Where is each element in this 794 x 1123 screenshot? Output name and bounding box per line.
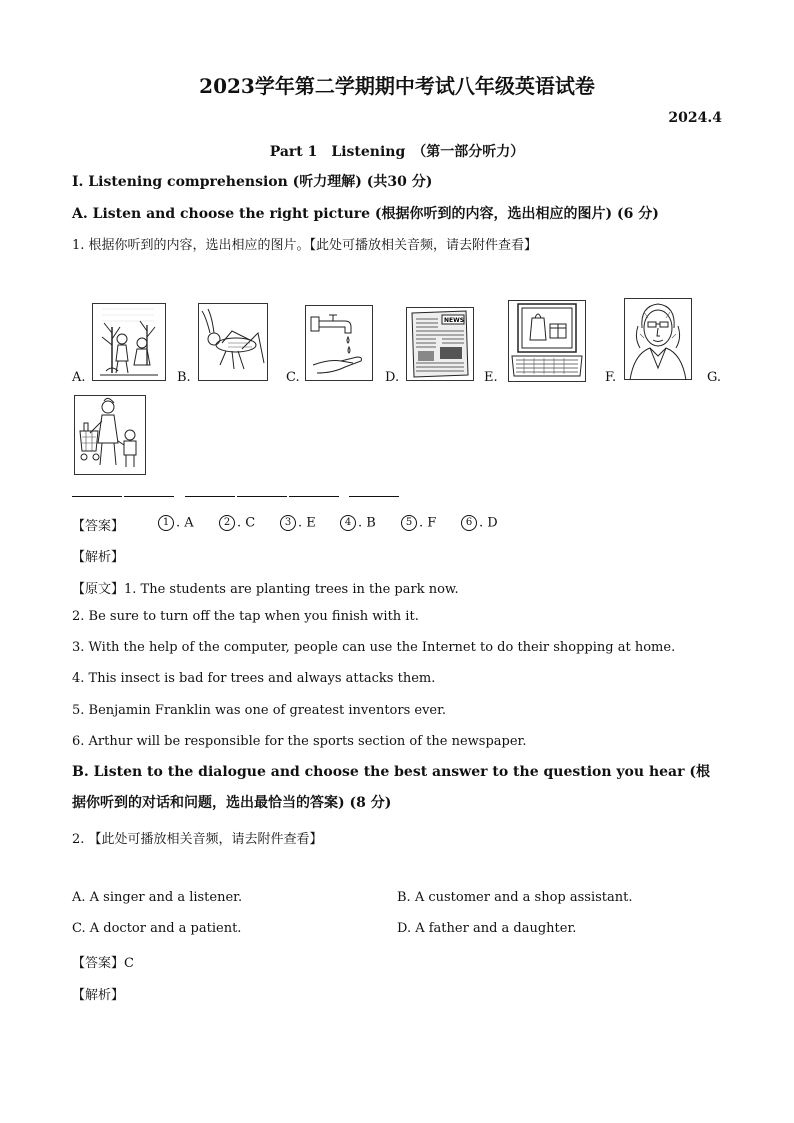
water-tap-hand-icon: [305, 305, 373, 381]
answer-value: . D: [479, 515, 498, 531]
answer-value: . F: [419, 515, 437, 531]
analysis-label: 【解析】: [72, 550, 125, 565]
circled-number: 6: [461, 515, 477, 531]
answer-item: [340, 515, 376, 531]
answer-item: [219, 515, 255, 531]
section-heading-A: A. Listen and choose the right picture (根据你听到的内容，选出相应的图片) (6 分): [72, 206, 659, 222]
answer-blank-3[interactable]: [185, 496, 235, 497]
option-letter-e: E.: [484, 370, 498, 385]
q2-option-c[interactable]: C. A doctor and a patient.: [72, 921, 242, 936]
circled-number: 2: [219, 515, 235, 531]
part-heading: Part 1 Listening （第一部分听力）: [269, 144, 525, 160]
q2-option-d[interactable]: D. A father and a daughter.: [397, 921, 577, 936]
answer-label: 【答案】: [72, 519, 125, 534]
answer-blank-6[interactable]: [349, 496, 399, 497]
answer-value: . E: [298, 515, 316, 531]
transcript-line-1: 【原文】1. The students are planting trees in the park now.: [72, 582, 459, 597]
mother-shopping-cart-icon: [74, 395, 146, 475]
benjamin-franklin-portrait-icon: [624, 298, 692, 380]
exam-date: 2024.4: [668, 110, 722, 126]
question-2-prompt: 2. 【此处可播放相关音频，请去附件查看】: [72, 832, 323, 847]
children-planting-trees-icon: [92, 303, 166, 381]
answer-item: [461, 515, 498, 531]
circled-number: 4: [340, 515, 356, 531]
answer-blank-1[interactable]: [72, 496, 122, 497]
analysis-2-label: 【解析】: [72, 988, 125, 1003]
option-letter-f: F.: [605, 370, 617, 385]
answer-blank-4[interactable]: [237, 496, 287, 497]
section-heading-I: I. Listening comprehension (听力理解) (共30 分): [72, 174, 433, 190]
answer-item: [280, 515, 316, 531]
option-letter-d: D.: [385, 370, 400, 385]
option-letter-c: C.: [286, 370, 300, 385]
transcript-line-2: 2. Be sure to turn off the tap when you finish with it.: [72, 609, 419, 624]
transcript-line-5: 5. Benjamin Franklin was one of greatest inventors ever.: [72, 703, 447, 718]
answer-item: [401, 515, 436, 531]
newspaper-icon: [406, 307, 474, 381]
question-1-prompt: 1. 根据你听到的内容，选出相应的图片。【此处可播放相关音频，请去附件查看】: [72, 238, 538, 253]
grasshopper-insect-icon: [198, 303, 268, 381]
answer-value: . C: [237, 515, 256, 531]
transcript-line-3: 3. With the help of the computer, people can use the Internet to do their shopping at home.: [72, 640, 676, 655]
circled-number: 1: [158, 515, 174, 531]
transcript-line-4: 4. This insect is bad for trees and always attacks them.: [72, 671, 436, 686]
circled-number: 3: [280, 515, 296, 531]
option-letter-g: G.: [707, 370, 722, 385]
q2-option-a[interactable]: A. A singer and a listener.: [72, 890, 243, 905]
document-title: 2023学年第二学期期中考试八年级英语试卷: [199, 74, 595, 98]
answer-blank-2[interactable]: [124, 496, 174, 497]
transcript-line-6: 6. Arthur will be responsible for the sports section of the newspaper.: [72, 734, 527, 749]
option-letter-a: A.: [72, 370, 86, 385]
svg-text:NEWS: NEWS: [444, 317, 465, 324]
answer-value: . A: [176, 515, 194, 531]
option-letter-b: B.: [177, 370, 191, 385]
section-heading-B: B. Listen to the dialogue and choose the best answer to the question you hear (根据你听到的对话和问题，选出最恰当的答案) (8 分): [72, 764, 710, 811]
answer-value: . B: [358, 515, 376, 531]
q2-option-b[interactable]: B. A customer and a shop assistant.: [397, 890, 633, 905]
answer-2: 【答案】C: [72, 956, 134, 971]
answer-blank-5[interactable]: [289, 496, 339, 497]
circled-number: 5: [401, 515, 417, 531]
answer-item: [158, 515, 194, 531]
laptop-shopping-icon: [508, 300, 586, 382]
